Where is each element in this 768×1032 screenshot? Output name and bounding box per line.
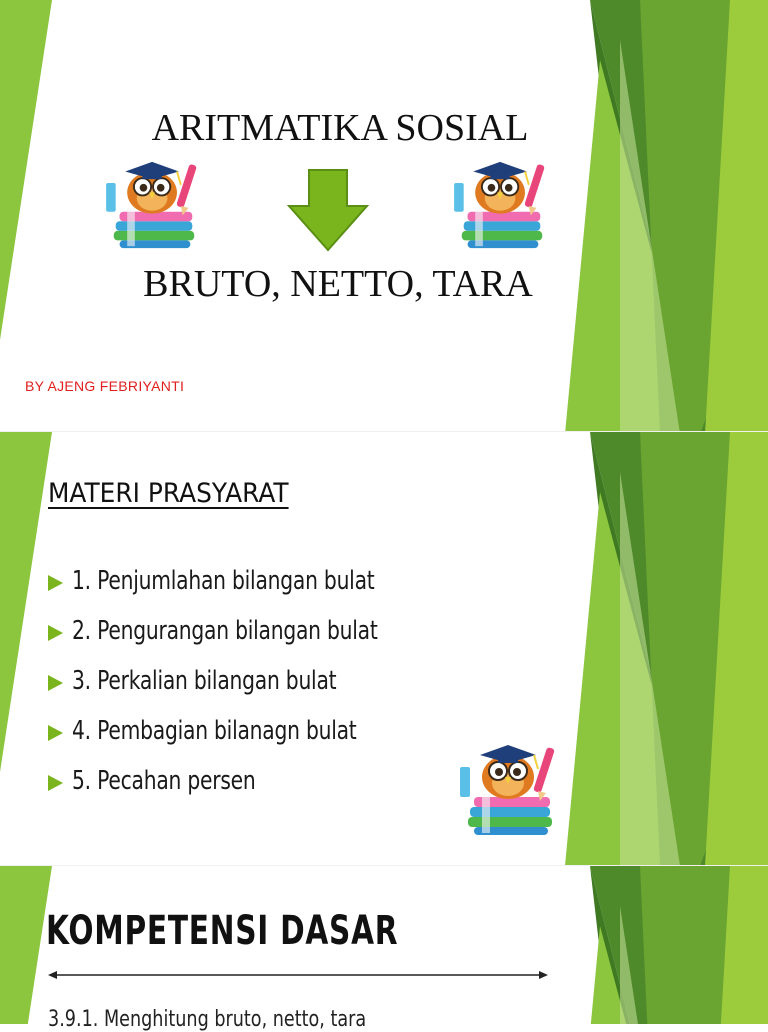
triangle-bullet-icon: [48, 625, 63, 641]
list-item: 5. Pecahan persen: [48, 756, 464, 806]
list-item: 1. Penjumlahan bilangan bulat: [48, 556, 464, 606]
down-arrow-icon: [287, 168, 369, 252]
section-heading: MATERI PRASYARAT: [48, 478, 289, 509]
title-slide: [0, 0, 768, 432]
section-heading: KOMPETENSI DASAR: [46, 908, 399, 954]
triangle-bullet-icon: [48, 775, 63, 791]
slide-subtitle: BRUTO, NETTO, TARA: [143, 263, 533, 305]
list-item: 3. Perkalian bilangan bulat: [48, 656, 464, 706]
double-arrow-rule: [48, 968, 548, 982]
prerequisite-list: [48, 556, 464, 806]
list-item: 4. Pembagian bilanagn bulat: [48, 706, 464, 756]
triangle-bullet-icon: [48, 725, 63, 741]
triangle-bullet-icon: [48, 575, 63, 591]
triangle-bullet-icon: [48, 675, 63, 691]
list-item: 2. Pengurangan bilangan bulat: [48, 606, 464, 656]
author-byline: BY AJENG FEBRIYANTI: [25, 378, 185, 394]
competency-text: 3.9.1. Menghitung bruto, netto, tara: [48, 1007, 367, 1032]
owl-graduate-icon: [460, 740, 560, 840]
slide-title: ARITMATIKA SOSIAL: [151, 107, 529, 149]
owl-graduate-icon: [452, 160, 552, 250]
owl-graduate-icon: [104, 160, 204, 250]
